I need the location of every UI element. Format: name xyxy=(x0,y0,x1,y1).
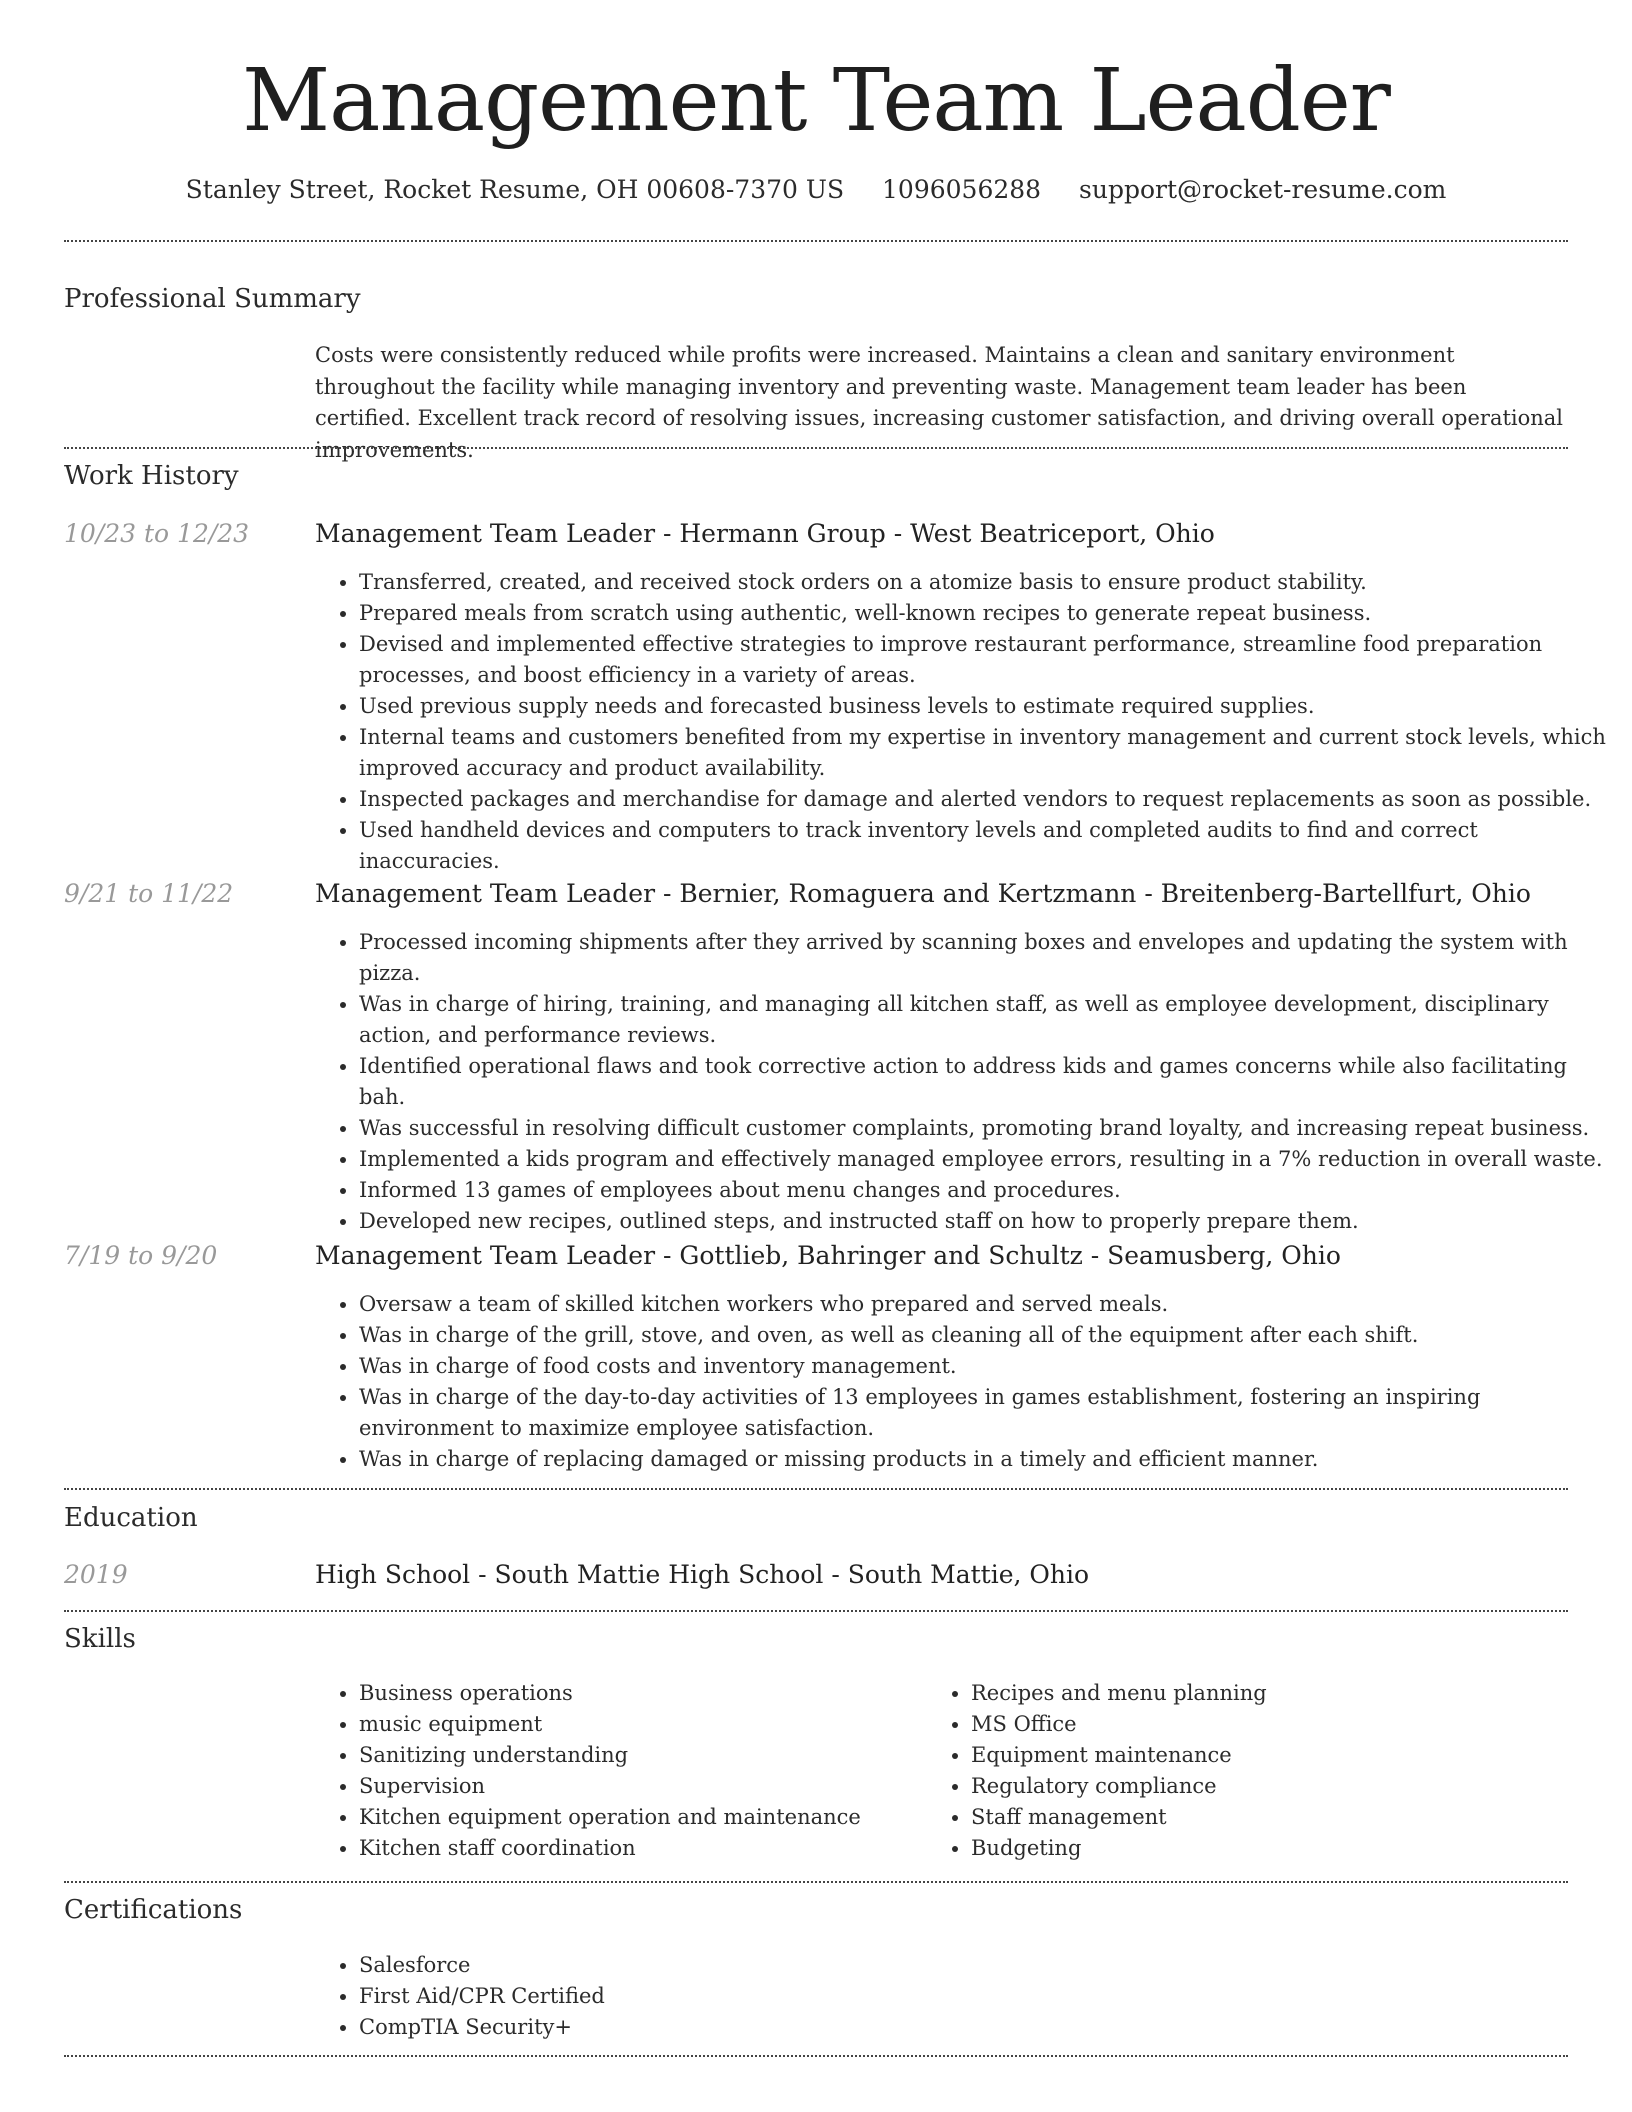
list-item: • Regulatory compliance xyxy=(971,1771,1531,1802)
contact-address: Stanley Street, Rocket Resume, OH 00608-7370 US xyxy=(185,175,845,204)
list-item: • Oversaw a team of skilled kitchen workers who prepared and served meals. xyxy=(359,1289,1619,1320)
list-item: • Kitchen staff coordination xyxy=(359,1833,919,1864)
skills-list-right xyxy=(927,1678,1531,1864)
job-bullets xyxy=(315,927,1619,1237)
divider xyxy=(64,2055,1568,2057)
education-entry: High School - South Mattie High School - South Mattie, Ohio xyxy=(315,1560,1090,1589)
list-item: • Implemented a kids program and effectively managed employee errors, resulting in a 7% reduction in overall waste. xyxy=(359,1144,1619,1175)
divider xyxy=(64,1488,1568,1490)
job-title: Management Team Leader - Hermann Group - West Beatriceport, Ohio xyxy=(315,519,1215,548)
job-dates: 7/19 to 9/20 xyxy=(64,1241,218,1270)
section-title-certifications: Certifications xyxy=(64,1895,243,1925)
job-dates: 10/23 to 12/23 xyxy=(64,519,250,548)
list-item: • Prepared meals from scratch using authentic, well-known recipes to generate repeat business. xyxy=(359,598,1619,629)
list-item: • Supervision xyxy=(359,1771,919,1802)
list-item: • Salesforce xyxy=(359,1950,1619,1981)
list-item: • Budgeting xyxy=(971,1833,1531,1864)
job-bullets xyxy=(315,1289,1619,1475)
contact-line xyxy=(0,170,1632,210)
list-item: • Identified operational flaws and took corrective action to address kids and games concerns while also facilitating bah. xyxy=(359,1051,1619,1113)
list-item: • Staff management xyxy=(971,1802,1531,1833)
contact-phone: 1096056288 xyxy=(882,175,1042,204)
education-year: 2019 xyxy=(64,1560,128,1589)
divider xyxy=(64,1610,1568,1612)
list-item: • Was in charge of food costs and inventory management. xyxy=(359,1351,1619,1382)
contact-email: support@rocket-resume.com xyxy=(1079,175,1447,204)
divider xyxy=(64,240,1568,242)
list-item: • Kitchen equipment operation and maintenance xyxy=(359,1802,919,1833)
list-item: • Used previous supply needs and forecasted business levels to estimate required supplies. xyxy=(359,691,1619,722)
list-item: • Used handheld devices and computers to track inventory levels and completed audits to find and correct inaccuracies. xyxy=(359,815,1619,877)
skills-list-left xyxy=(315,1678,919,1864)
divider xyxy=(64,447,1568,449)
list-item: • Devised and implemented effective strategies to improve restaurant performance, streamline food preparation processes, and boost efficiency in a variety of areas. xyxy=(359,629,1619,691)
list-item: • Informed 13 games of employees about menu changes and procedures. xyxy=(359,1175,1619,1206)
job-title: Management Team Leader - Bernier, Romaguera and Kertzmann - Breitenberg-Bartellfurt, Ohio xyxy=(315,879,1531,908)
section-title-work-history: Work History xyxy=(64,461,239,491)
list-item: • Internal teams and customers benefited from my expertise in inventory management and current stock levels, which improved accuracy and product availability. xyxy=(359,722,1619,784)
list-item: • Business operations xyxy=(359,1678,919,1709)
divider xyxy=(64,1881,1568,1883)
section-title-education: Education xyxy=(64,1503,198,1533)
section-title-summary: Professional Summary xyxy=(64,284,361,314)
job-dates: 9/21 to 11/22 xyxy=(64,879,234,908)
list-item: • Was in charge of replacing damaged or missing products in a timely and efficient manner. xyxy=(359,1444,1619,1475)
list-item: • First Aid/CPR Certified xyxy=(359,1981,1619,2012)
list-item: • Equipment maintenance xyxy=(971,1740,1531,1771)
list-item: • music equipment xyxy=(359,1709,919,1740)
list-item: • Was successful in resolving difficult customer complaints, promoting brand loyalty, and increasing repeat business. xyxy=(359,1113,1619,1144)
list-item: • CompTIA Security+ xyxy=(359,2012,1619,2043)
list-item: • Processed incoming shipments after they arrived by scanning boxes and envelopes and updating the system with pizza. xyxy=(359,927,1619,989)
list-item: • MS Office xyxy=(971,1709,1531,1740)
list-item: • Recipes and menu planning xyxy=(971,1678,1531,1709)
section-title-skills: Skills xyxy=(64,1624,136,1654)
list-item: • Transferred, created, and received stock orders on a atomize basis to ensure product stability. xyxy=(359,567,1619,598)
certifications-list xyxy=(315,1950,1619,2043)
list-item: • Sanitizing understanding xyxy=(359,1740,919,1771)
list-item: • Was in charge of the grill, stove, and oven, as well as cleaning all of the equipment after each shift. xyxy=(359,1320,1619,1351)
resume-title: Management Team Leader xyxy=(242,51,1390,151)
summary-text: Costs were consistently reduced while profits were increased. Maintains a clean and sanitary environment throughout the facility while managing inventory and preventing waste. Management team leader has been certified. Excellent track record of resolving issues, increasing customer satisfaction, and driving overall operational improvements. xyxy=(315,343,1564,462)
list-item: • Inspected packages and merchandise for damage and alerted vendors to request replacements as soon as possible. xyxy=(359,784,1619,815)
list-item: • Was in charge of the day-to-day activities of 13 employees in games establishment, fostering an inspiring environment to maximize employee satisfaction. xyxy=(359,1382,1619,1444)
list-item: • Developed new recipes, outlined steps, and instructed staff on how to properly prepare them. xyxy=(359,1206,1619,1237)
list-item: • Was in charge of hiring, training, and managing all kitchen staff, as well as employee development, disciplinary action, and performance reviews. xyxy=(359,989,1619,1051)
job-bullets xyxy=(315,567,1619,877)
job-title: Management Team Leader - Gottlieb, Bahringer and Schultz - Seamusberg, Ohio xyxy=(315,1241,1341,1270)
